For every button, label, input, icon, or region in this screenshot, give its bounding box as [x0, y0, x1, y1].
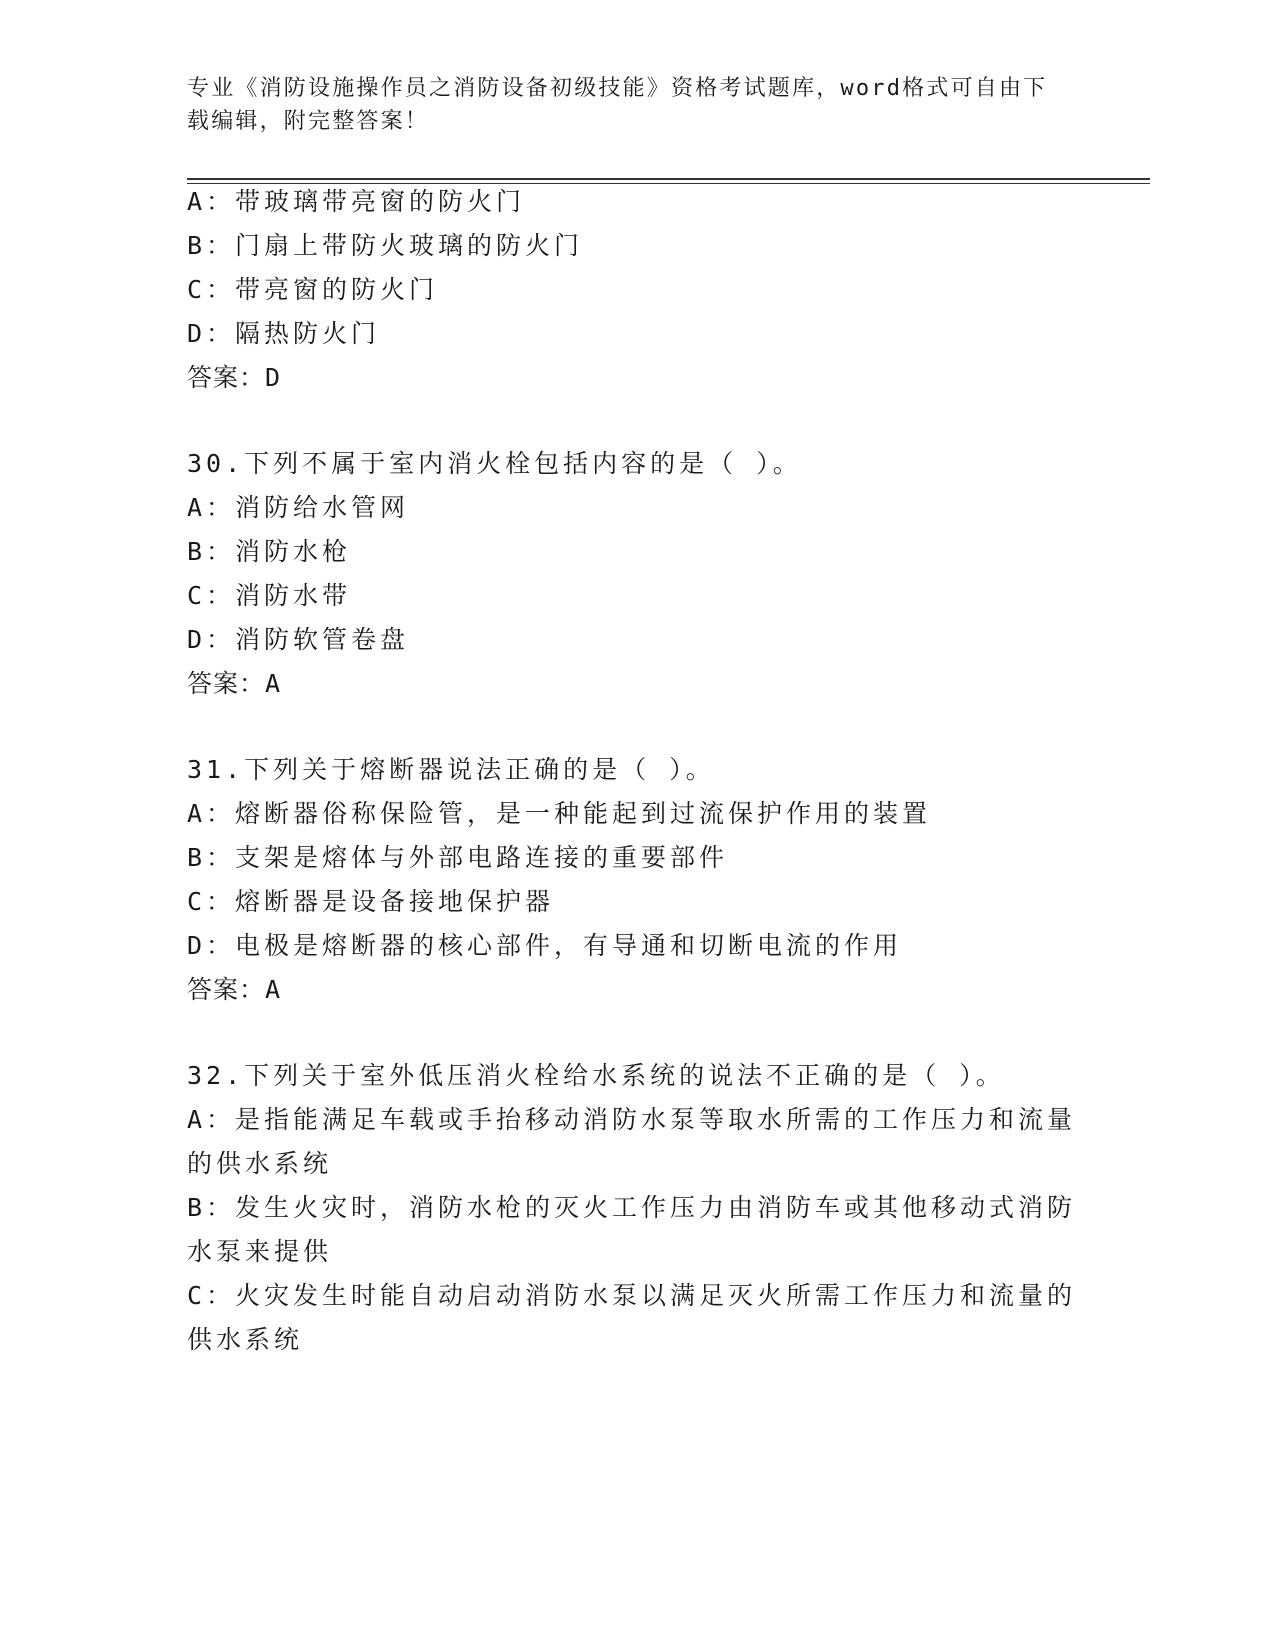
q31-option-c: C：熔断器是设备接地保护器 [187, 887, 555, 916]
q31-question: 31.下列关于熔断器说法正确的是（ ）。 [187, 755, 715, 784]
document-header: 专业《消防设施操作员之消防设备初级技能》资格考试题库，word格式可自由下载编辑，附完整答案！ [187, 76, 1048, 134]
q32-option-c-line2: 供水系统 [187, 1325, 304, 1354]
q30-option-c: C：消防水带 [187, 581, 352, 610]
q30-option-d: D：消防软管卷盘 [187, 625, 410, 654]
q32-option-a-line2: 的供水系统 [187, 1149, 333, 1178]
q29-option-c: C：带亮窗的防火门 [187, 275, 439, 304]
header-divider-thick [187, 178, 1150, 180]
q30-answer: 答案：A [187, 669, 282, 698]
q31-option-a: A：熔断器俗称保险管，是一种能起到过流保护作用的装置 [187, 799, 932, 828]
q29-option-b: B：门扇上带防火玻璃的防火门 [187, 231, 584, 260]
q32-option-a-line1: A：是指能满足车载或手抬移动消防水泵等取水所需的工作压力和流量 [187, 1105, 1077, 1134]
q29-answer: 答案：D [187, 363, 282, 392]
q30-question: 30.下列不属于室内消火栓包括内容的是（ ）。 [187, 449, 802, 478]
q29-option-d: D：隔热防火门 [187, 319, 381, 348]
q30-option-b: B：消防水枪 [187, 537, 352, 566]
q32-option-b-line2: 水泵来提供 [187, 1237, 333, 1266]
q32-question: 32.下列关于室外低压消火栓给水系统的说法不正确的是（ ）。 [187, 1061, 1005, 1090]
q31-answer: 答案：A [187, 975, 282, 1004]
q32-option-b-line1: B：发生火灾时，消防水枪的灭火工作压力由消防车或其他移动式消防 [187, 1193, 1077, 1222]
q30-option-a: A：消防给水管网 [187, 493, 410, 522]
q31-option-d: D：电极是熔断器的核心部件，有导通和切断电流的作用 [187, 931, 903, 960]
q31-option-b: B：支架是熔体与外部电路连接的重要部件 [187, 843, 729, 872]
header-divider-thin [187, 183, 1150, 184]
q32-option-c-line1: C：火灾发生时能自动启动消防水泵以满足灭火所需工作压力和流量的 [187, 1281, 1077, 1310]
q29-option-a: A：带玻璃带亮窗的防火门 [187, 187, 526, 216]
